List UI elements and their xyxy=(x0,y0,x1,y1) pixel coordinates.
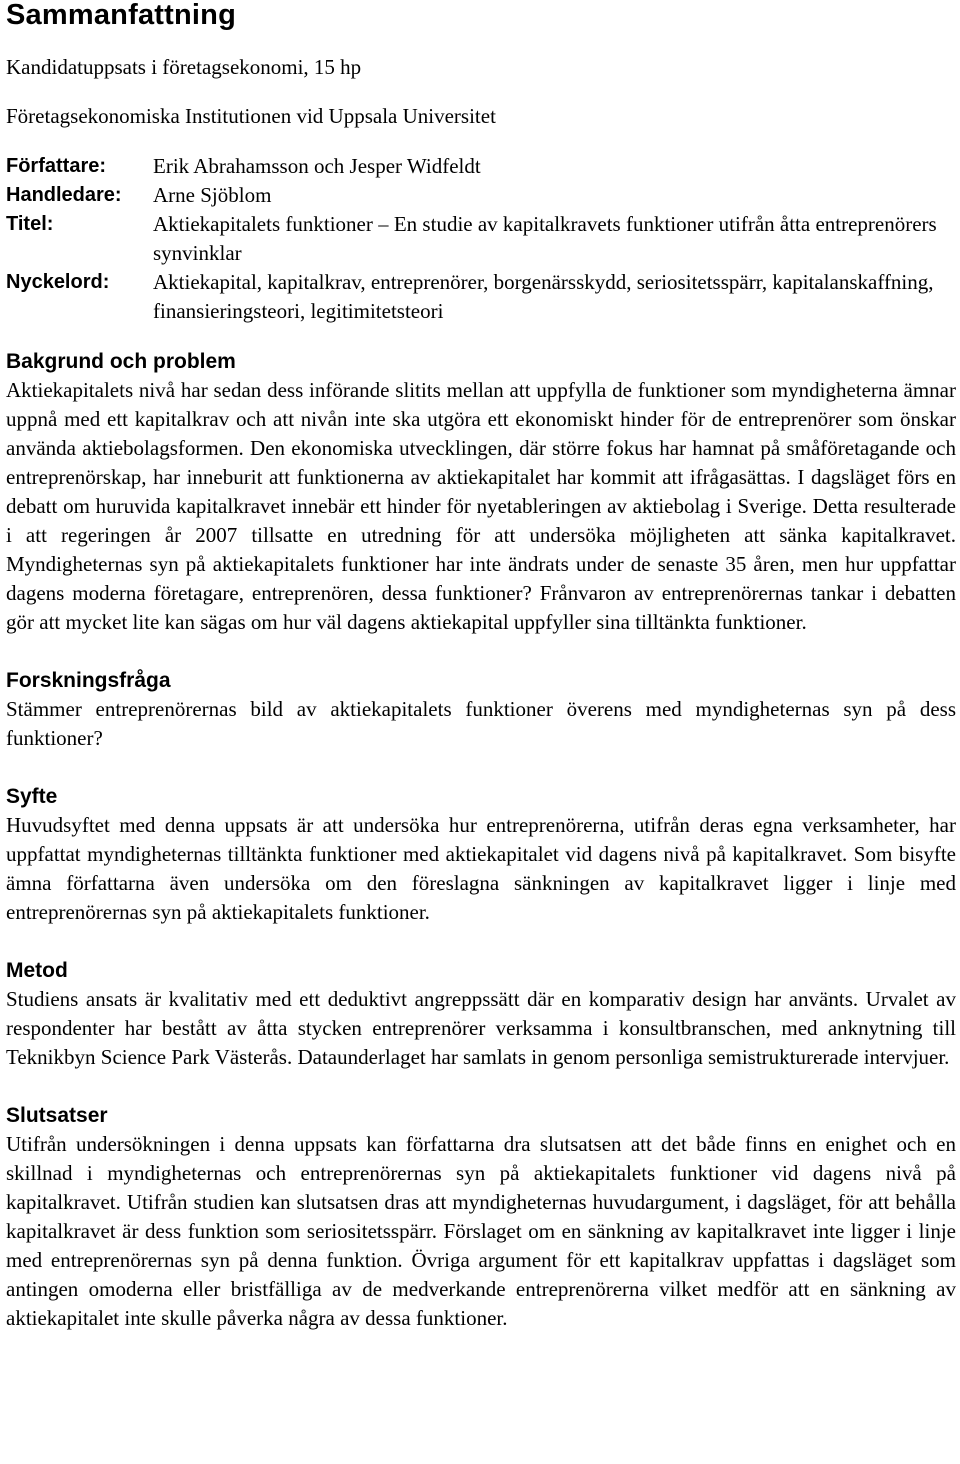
institution-line: Företagsekonomiska Institutionen vid Uppsala Universitet xyxy=(6,104,496,128)
author-label: Författare: xyxy=(6,155,107,177)
info-row-title xyxy=(6,210,956,268)
section-syfte xyxy=(6,782,956,927)
supervisor-value: Arne Sjöblom xyxy=(153,183,272,207)
section-bakgrund xyxy=(6,347,956,637)
document-page xyxy=(6,0,956,1333)
course-line: Kandidatuppsats i företagsekonomi, 15 hp xyxy=(6,55,362,79)
section-body-metod: Studiens ansats är kvalitativ med ett deduktivt angreppssätt där en komparativ design har använts. Urvalet av respondenter har bestått av åtta stycken entreprenörer verksamma i konsultbranschen, med anknytning till Teknikbyn Science Park Västerås. Dataunderlaget har samlats in genom personliga semistrukturerade intervjuer. xyxy=(6,987,956,1069)
keywords-value: Aktiekapital, kapitalkrav, entreprenörer, borgenärsskydd, seriositetsspärr, kapitalanskaffning, finansieringsteori, legitimitetsteori xyxy=(153,270,934,323)
title-label: Titel: xyxy=(6,213,54,235)
info-row-author xyxy=(6,152,956,181)
page-title: Sammanfattning xyxy=(6,0,236,31)
section-slutsatser xyxy=(6,1101,956,1333)
section-forskningsfraga xyxy=(6,666,956,753)
title-value: Aktiekapitalets funktioner ⎯ En studie av kapitalkravets funktioner utifrån åtta entreprenörers synvinklar xyxy=(153,212,937,265)
supervisor-label: Handledare: xyxy=(6,184,122,206)
section-heading-slutsatser: Slutsatser xyxy=(6,1104,108,1127)
author-value: Erik Abrahamsson och Jesper Widfeldt xyxy=(153,154,481,178)
section-heading-metod: Metod xyxy=(6,959,68,982)
info-row-keywords xyxy=(6,268,956,326)
keywords-label: Nyckelord: xyxy=(6,271,110,293)
section-heading-forskningsfraga: Forskningsfråga xyxy=(6,669,171,692)
section-metod xyxy=(6,956,956,1072)
section-body-slutsatser: Utifrån undersökningen i denna uppsats kan författarna dra slutsatsen att det både finns en enighet och en skillnad i myndigheternas och entreprenörernas syn på aktiekapitalets funktioner vid dagens nivå på kapitalkravet. Utifrån studien kan slutsatsen dras att myndigheternas huvudargument, i dagsläget, för att behålla kapitalkravet är dess funktion som seriositetsspärr. Förslaget om en sänkning av kapitalkravet inte ligger i linje med entreprenörernas syn på denna funktion. Övriga argument för ett kapitalkrav uppfattas i dagsläget som antingen omoderna eller bristfälliga av de medverkande entreprenörerna vilket medför att en sänkning av aktiekapitalet inte skulle påverka några av dessa funktioner. xyxy=(6,1132,956,1330)
info-table xyxy=(6,152,956,326)
section-body-syfte: Huvudsyftet med denna uppsats är att undersöka hur entreprenörerna, utifrån deras egna verksamheter, har uppfattat myndigheternas tilltänkta funktioner med aktiekapitalet vid dagens nivå på kapitalkravet. Som bisyfte ämna författarna även undersöka om den föreslagna sänkningen av kapitalkravet ligger i linje med entreprenörernas syn på aktiekapitalets funktioner. xyxy=(6,813,956,924)
section-heading-bakgrund: Bakgrund och problem xyxy=(6,350,236,373)
section-body-bakgrund: Aktiekapitalets nivå har sedan dess införande slitits mellan att uppfylla de funktioner som myndigheterna ämnar uppnå med ett kapitalkrav och att nivån inte ska utgöra ett ekonomiskt hinder för de entreprenörer som önskar använda aktiebolagsformen. Den ekonomiska utvecklingen, där större fokus har hamnat på småföretagande och entreprenörskap, har inneburit att funktionerna av aktiekapitalet har kommit att ifrågasättas. I dagsläget förs en debatt om huruvida kapitalkravet innebär ett hinder för nyetableringen av aktiebolag i Sverige. Detta resulterade i att regeringen år 2007 tillsatte en utredning för att undersöka möjligheten att sänka kapitalkravet. Myndigheternas syn på aktiekapitalets funktioner har inte ändrats under de senaste 35 åren, men hur uppfattar dagens moderna företagare, entreprenören, dessa funktioner? Frånvaron av entreprenörernas tankar i debatten gör att mycket lite kan sägas om hur väl dagens aktiekapital uppfyller sina tilltänkta funktioner. xyxy=(6,378,956,634)
section-body-forskningsfraga: Stämmer entreprenörernas bild av aktiekapitalets funktioner överens med myndigheternas syn på dess funktioner? xyxy=(6,697,956,750)
section-heading-syfte: Syfte xyxy=(6,785,58,808)
info-row-supervisor xyxy=(6,181,956,210)
